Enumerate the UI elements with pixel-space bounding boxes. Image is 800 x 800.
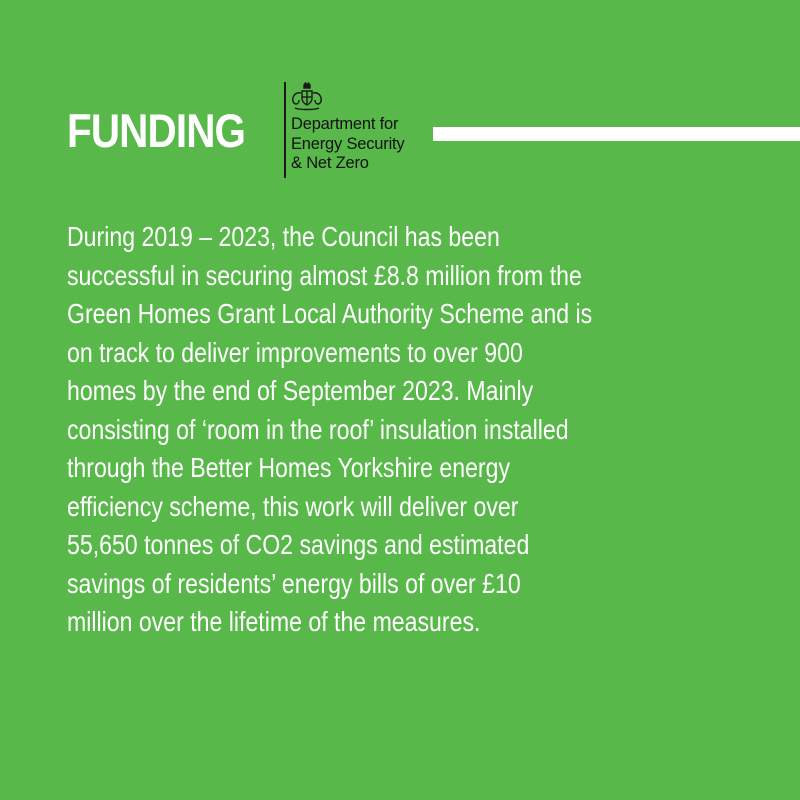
logo-divider (284, 82, 286, 178)
department-logo-text (291, 115, 404, 174)
body-line: through the Better Homes Yorkshire energy (67, 452, 511, 483)
header (0, 0, 800, 200)
body-line: During 2019 – 2023, the Council has been (67, 221, 500, 252)
body-line: million over the lifetime of the measures. (67, 606, 481, 637)
body-line: consisting of ‘room in the roof’ insulation installed (67, 413, 569, 445)
body-line: successful in securing almost £8.8 million from the (67, 259, 582, 291)
royal-crest-icon (289, 82, 325, 112)
body-line: on track to deliver improvements to over 900 (67, 336, 523, 368)
body-paragraph (67, 218, 787, 642)
body-line: savings of residents’ energy bills of over £10 (67, 567, 521, 599)
logo-line-1: Department for (291, 115, 399, 133)
page-title: FUNDING (67, 104, 246, 157)
logo-line-2: Energy Security (291, 134, 405, 153)
body-line: Green Homes Grant Local Authority Scheme and is (67, 298, 593, 329)
logo-line-3: & Net Zero (291, 154, 369, 172)
body-line: 55,650 tonnes of CO2 savings and estimated (67, 529, 530, 560)
body-line: homes by the end of September 2023. Mainly (67, 375, 534, 406)
body-line: efficiency scheme, this work will deliver over (67, 490, 519, 522)
decorative-bar (433, 127, 800, 141)
